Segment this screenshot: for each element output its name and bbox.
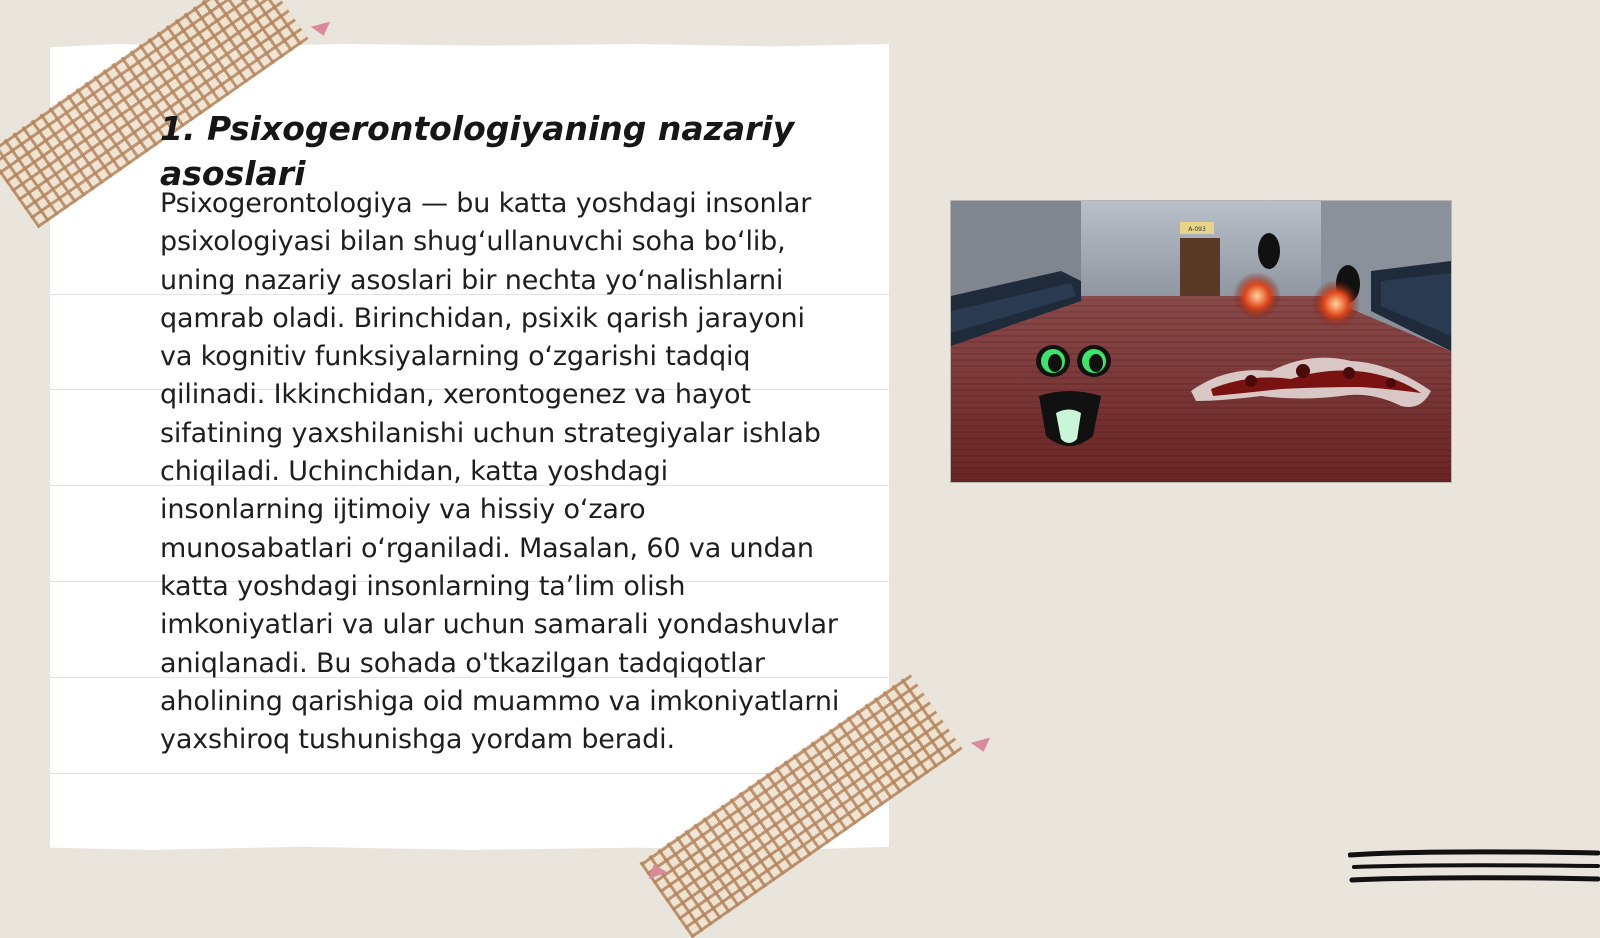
door [1180, 238, 1220, 296]
glowing-entity [1233, 272, 1281, 320]
paper-rule-line [50, 773, 889, 774]
slide-body-text: Psixogerontologiya — bu katta yoshdagi insonlar psixologiyasi bilan shug‘ullanuvchi soha bo‘lib, uning nazariy asoslari bir nechta yo‘nalishlarni qamrab oladi. Birinchidan, psixik qarish jarayoni va kognitiv funksiyalarning o‘zgarishi tadqiq qilinadi. Ikkinchidan, xerontogenez va hayot sifatining yaxshilanishi uchun strategiyalar ishlab chiqiladi. Uchinchidan, katta yoshdagi insonlarning ijtimoiy va hissiy o‘zaro munosabatlari o‘rganiladi. Masalan, 60 va undan katta yoshdagi insonlarning ta’lim olish imkoniyatlari va ular uchun samarali yondashuvlar aniqlanadi. Bu sohada o'tkazilgan tadqiqotlar aholining qarishiga oid muammo va imkoniyatlarni yaxshiroq tushunishga yordam beradi. [160, 188, 840, 756]
pink-triangle-decoration [311, 22, 333, 39]
pink-triangle-decoration [971, 738, 993, 755]
scribble-decoration [1348, 846, 1600, 896]
slide-title: 1. Psixogerontologiyaning nazariy asoslari [160, 109, 795, 193]
game-screenshot-image [950, 200, 1452, 483]
glowing-entity [1312, 280, 1360, 328]
door-sign-text: A-093 [1188, 226, 1206, 233]
